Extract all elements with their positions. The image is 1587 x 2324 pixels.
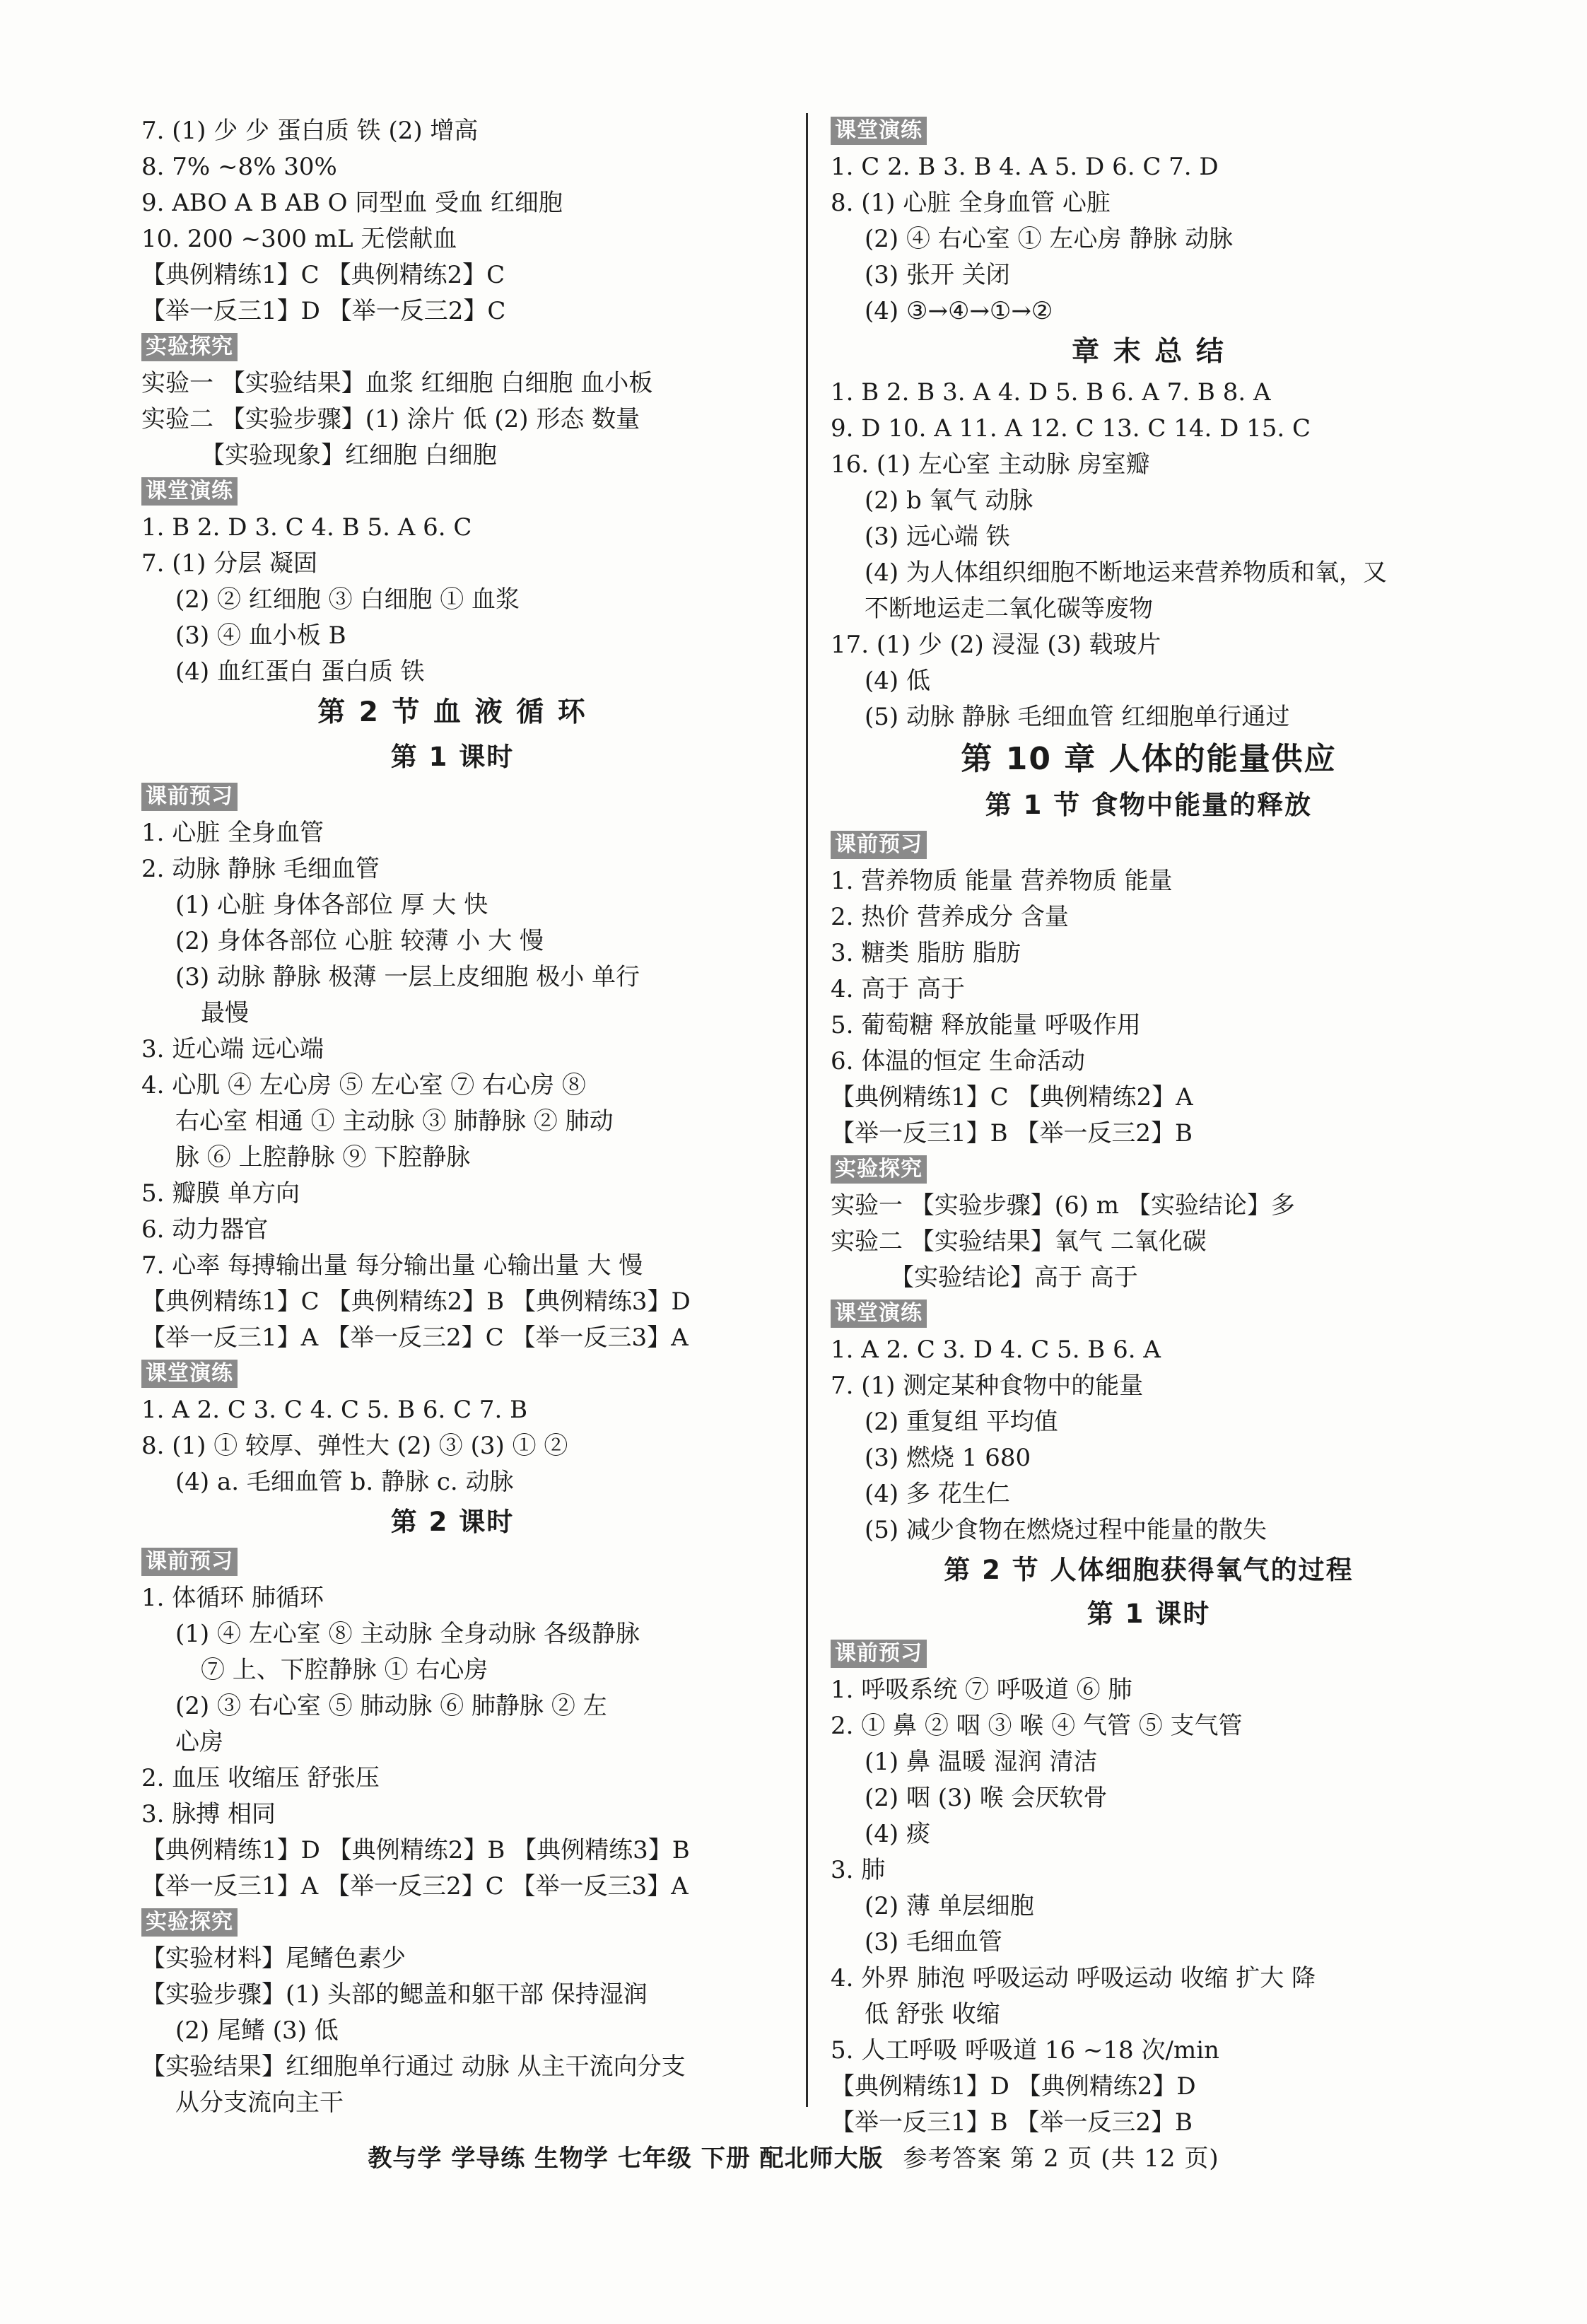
answer-line: 1. 呼吸系统 ⑦ 呼吸道 ⑥ 肺	[831, 1676, 1132, 1704]
answer-line: 1. A 2. C 3. D 4. C 5. B 6. A	[831, 1336, 1161, 1364]
answer-line: (5) 减少食物在燃烧过程中能量的散失	[865, 1516, 1267, 1544]
answer-line: 【典例精练1】D 【典例精练2】D	[831, 2072, 1196, 2101]
section-label: 课堂演练	[141, 477, 238, 506]
answer-line: 脉 ⑥ 上腔静脉 ⑨ 下腔静脉	[175, 1143, 471, 1172]
answer-line: 【实验现象】红细胞 白细胞	[201, 441, 497, 469]
answer-line: (3) 毛细血管	[865, 1928, 1002, 1956]
answer-line: 1. A 2. C 3. C 4. C 5. B 6. C 7. B	[141, 1396, 528, 1424]
answer-line: 7. (1) 分层 凝固	[141, 549, 318, 578]
answer-line: (3) 燃烧 1 680	[865, 1444, 1031, 1472]
answer-line: 4. 心肌 ④ 左心房 ⑤ 左心室 ⑦ 右心房 ⑧	[141, 1071, 586, 1099]
answer-line: (1) 鼻 温暖 湿润 清洁	[865, 1748, 1098, 1776]
answer-line: 8. 7% ~8% 30%	[141, 153, 337, 181]
answer-line: 【典例精练1】C 【典例精练2】A	[831, 1083, 1193, 1111]
section-title: 第 2 节 血 液 循 环	[317, 696, 587, 728]
answer-line: 9. ABO A B AB O 同型血 受血 红细胞	[141, 189, 563, 217]
answer-line: 16. (1) 左心室 主动脉 房室瓣	[831, 450, 1150, 479]
answer-line: 【举一反三1】A 【举一反三2】C 【举一反三3】A	[141, 1872, 689, 1900]
answer-line: 【举一反三1】B 【举一反三2】B	[831, 1119, 1193, 1148]
answer-line: (2) b 氧气 动脉	[865, 486, 1033, 515]
page-footer	[0, 2139, 1587, 2173]
section-title: 第 1 节 食物中能量的释放	[985, 790, 1313, 820]
answer-line: 【实验结果】红细胞单行通过 动脉 从主干流向分支	[141, 2053, 686, 2081]
answer-line: 2. 热价 营养成分 含量	[831, 903, 1069, 931]
section-label: 课前预习	[141, 783, 238, 811]
answer-line: (2) 重复组 平均值	[865, 1408, 1058, 1436]
answer-line: 7. 心率 每搏输出量 每分输出量 心输出量 大 慢	[141, 1251, 643, 1280]
answer-line: 【典例精练1】C 【典例精练2】B 【典例精练3】D	[141, 1287, 691, 1316]
section-label: 课堂演练	[141, 1360, 238, 1388]
right-column	[831, 113, 1467, 2141]
column-divider	[806, 113, 808, 2107]
section-label: 课前预习	[831, 831, 927, 859]
answer-line: (2) ③ 右心室 ⑤ 肺动脉 ⑥ 肺静脉 ② 左	[175, 1692, 607, 1720]
answer-line: 实验二 【实验结果】氧气 二氧化碳	[831, 1227, 1207, 1256]
answer-line: 5. 人工呼吸 呼吸道 16 ~18 次/min	[831, 2036, 1219, 2065]
left-column	[141, 113, 763, 2121]
section-label: 课堂演练	[831, 117, 927, 145]
answer-line: 实验一 【实验结果】血浆 红细胞 白细胞 血小板	[141, 369, 653, 397]
answer-line: 1. 体循环 肺循环	[141, 1584, 324, 1612]
answer-line: 右心室 相通 ① 主动脉 ③ 肺静脉 ② 肺动	[175, 1107, 614, 1135]
answer-line: (4) 痰	[865, 1820, 930, 1848]
answer-line: 4. 高于 高于	[831, 975, 966, 1003]
answer-line: (4) 低	[865, 667, 930, 695]
answer-line: 1. C 2. B 3. B 4. A 5. D 6. C 7. D	[831, 153, 1219, 181]
answer-line: 3. 近心端 远心端	[141, 1035, 324, 1063]
section-label: 实验探究	[141, 333, 238, 361]
answer-line: 不断地运走二氧化碳等废物	[865, 595, 1153, 623]
answer-line: 2. 动脉 静脉 毛细血管	[141, 855, 380, 883]
answer-line: 4. 外界 肺泡 呼吸运动 呼吸运动 收缩 扩大 降	[831, 1964, 1316, 1992]
answer-line: (2) ② 红细胞 ③ 白细胞 ① 血浆	[175, 585, 520, 614]
answer-line: (5) 动脉 静脉 毛细血管 红细胞单行通过	[865, 703, 1290, 731]
answer-line: (3) 张开 关闭	[865, 261, 1010, 289]
answer-line: 【举一反三1】D 【举一反三2】C	[141, 297, 506, 325]
answer-line: (4) 为人体组织细胞不断地运来营养物质和氧，又	[865, 559, 1387, 587]
section-label: 课前预习	[831, 1640, 927, 1668]
answer-line: (2) ④ 右心室 ① 左心房 静脉 动脉	[865, 225, 1234, 253]
answer-line: 3. 糖类 脂肪 脂肪	[831, 939, 1021, 967]
answer-line: 2. 血压 收缩压 舒张压	[141, 1764, 380, 1792]
lesson-title: 第 1 课时	[390, 742, 515, 772]
answer-line: (3) 动脉 静脉 极薄 一层上皮细胞 极小 单行	[175, 963, 640, 991]
answer-line: (2) 身体各部位 心脏 较薄 小 大 慢	[175, 927, 544, 955]
answer-line: (2) 咽 (3) 喉 会厌软骨	[865, 1784, 1108, 1812]
answer-line: 【典例精练1】D 【典例精练2】B 【典例精练3】B	[141, 1836, 690, 1864]
answer-line: 1. B 2. D 3. C 4. B 5. A 6. C	[141, 513, 472, 542]
answer-line: 7. (1) 测定某种食物中的能量	[831, 1372, 1144, 1400]
answer-line: 9. D 10. A 11. A 12. C 13. C 14. D 15. C	[831, 414, 1311, 443]
answer-line: 8. (1) ① 较厚、弹性大 (2) ③ (3) ① ②	[141, 1432, 568, 1460]
answer-line: 低 舒张 收缩	[865, 2000, 1000, 2028]
answer-line: 1. B 2. B 3. A 4. D 5. B 6. A 7. B 8. A	[831, 378, 1271, 407]
answer-line: 【举一反三1】A 【举一反三2】C 【举一反三3】A	[141, 1324, 689, 1352]
answer-line: 1. 营养物质 能量 营养物质 能量	[831, 867, 1173, 895]
answer-line: 【典例精练1】C 【典例精练2】C	[141, 261, 505, 289]
answer-line: 17. (1) 少 (2) 浸湿 (3) 载玻片	[831, 631, 1161, 659]
answer-line: 8. (1) 心脏 全身血管 心脏	[831, 189, 1111, 217]
section-title: 第 2 节 人体细胞获得氧气的过程	[944, 1555, 1354, 1585]
section-label: 课堂演练	[831, 1300, 927, 1328]
answer-line: 5. 葡萄糖 释放能量 呼吸作用	[831, 1011, 1141, 1039]
answer-line: (3) 远心端 铁	[865, 522, 1010, 551]
answer-line: 2. ① 鼻 ② 咽 ③ 喉 ④ 气管 ⑤ 支气管	[831, 1712, 1243, 1740]
section-label: 实验探究	[141, 1908, 238, 1937]
answer-line: ⑦ 上、下腔静脉 ① 右心房	[201, 1656, 488, 1684]
answer-line: (4) 多 花生仁	[865, 1480, 1010, 1508]
answer-line: (1) 心脏 身体各部位 厚 大 快	[175, 891, 488, 919]
answer-line: (2) 尾鳍 (3) 低	[175, 2016, 339, 2045]
lesson-title: 第 1 课时	[1087, 1599, 1211, 1629]
book-title: 教与学 学导练 生物学 七年级 下册 配北师大版	[368, 2144, 884, 2173]
answer-line: 6. 动力器官	[141, 1215, 269, 1244]
chapter-title: 第 10 章 人体的能量供应	[961, 741, 1337, 777]
answer-line: 心房	[175, 1728, 223, 1756]
lesson-title: 第 2 课时	[390, 1507, 515, 1537]
answer-line: (4) 血红蛋白 蛋白质 铁	[175, 658, 425, 686]
page-number: 参考答案 第 2 页 (共 12 页)	[903, 2144, 1219, 2173]
answer-line: (2) 薄 单层细胞	[865, 1892, 1034, 1920]
answer-line: (3) ④ 血小板 B	[175, 621, 346, 650]
answer-line: 3. 肺	[831, 1856, 886, 1884]
answer-line: 从分支流向主干	[175, 2089, 344, 2117]
answer-line: 【实验结论】高于 高于	[890, 1263, 1138, 1292]
answer-line: (4) a. 毛细血管 b. 静脉 c. 动脉	[175, 1468, 514, 1496]
chapter-summary-title: 章 末 总 结	[1072, 336, 1226, 368]
answer-line: 最慢	[201, 999, 249, 1027]
section-label: 实验探究	[831, 1155, 927, 1184]
answer-line: 3. 脉搏 相同	[141, 1800, 276, 1828]
answer-line: 【举一反三1】B 【举一反三2】B	[831, 2108, 1193, 2137]
answer-line: (4) ③→④→①→②	[865, 297, 1053, 325]
answer-line: 【实验步骤】(1) 头部的鳃盖和躯干部 保持湿润	[141, 1980, 648, 2009]
answer-line: 5. 瓣膜 单方向	[141, 1179, 300, 1208]
answer-line: 6. 体温的恒定 生命活动	[831, 1047, 1086, 1075]
answer-line: 实验二 【实验步骤】(1) 涂片 低 (2) 形态 数量	[141, 405, 640, 433]
answer-line: (1) ④ 左心室 ⑧ 主动脉 全身动脉 各级静脉	[175, 1620, 640, 1648]
section-label: 课前预习	[141, 1548, 238, 1576]
answer-line: 10. 200 ~300 mL 无偿献血	[141, 225, 457, 253]
answer-line: 7. (1) 少 少 蛋白质 铁 (2) 增高	[141, 117, 479, 145]
answer-line: 1. 心脏 全身血管	[141, 819, 324, 847]
answer-line: 【实验材料】尾鳍色素少	[141, 1944, 406, 1973]
answer-line: 实验一 【实验步骤】(6) m 【实验结论】多	[831, 1191, 1295, 1220]
